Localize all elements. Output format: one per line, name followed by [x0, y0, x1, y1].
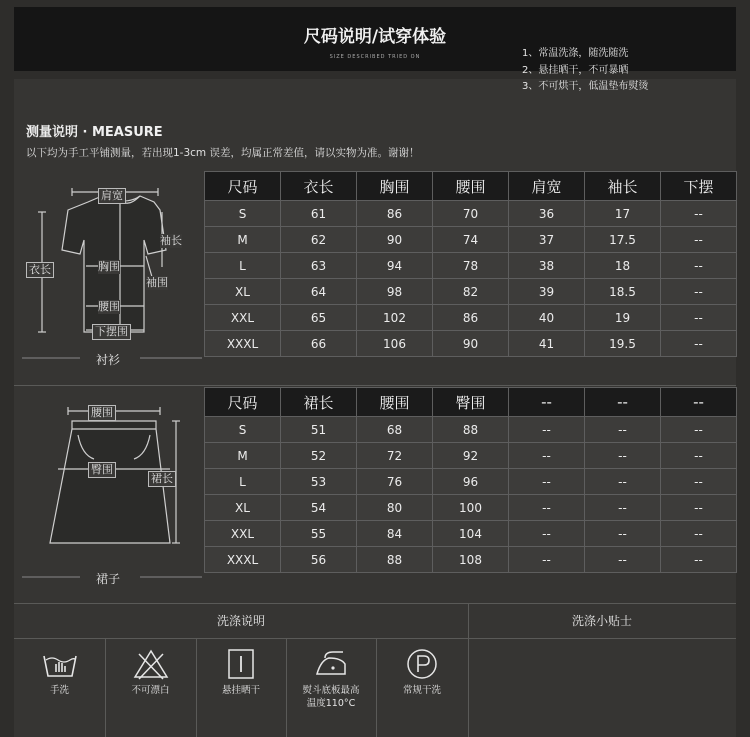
table-cell: XXL — [205, 305, 281, 331]
table-cell: 61 — [281, 201, 357, 227]
table-cell: 108 — [433, 547, 509, 573]
table-cell: 68 — [357, 417, 433, 443]
table-cell: 94 — [357, 253, 433, 279]
table-cell: 63 — [281, 253, 357, 279]
table-cell: -- — [509, 469, 585, 495]
page-subtitle: SIZE DESCRIBED TRIED ON — [329, 54, 421, 60]
table-cell: 17.5 — [585, 227, 661, 253]
table-header-cell: 臀围 — [433, 388, 509, 417]
table-header-cell: -- — [585, 388, 661, 417]
care-item-line-dry — [196, 648, 286, 728]
measure-title: 测量说明 · MEASURE — [26, 125, 163, 140]
section-divider — [14, 385, 736, 386]
table-cell: 106 — [357, 331, 433, 357]
skirt-diagram — [20, 395, 204, 595]
table-cell: 40 — [509, 305, 585, 331]
table-cell: -- — [585, 469, 661, 495]
table-cell: 90 — [433, 331, 509, 357]
table-header-cell: 腰围 — [433, 172, 509, 201]
table-cell: 51 — [281, 417, 357, 443]
table-cell: 36 — [509, 201, 585, 227]
table-cell: 98 — [357, 279, 433, 305]
table-cell: 18 — [585, 253, 661, 279]
table-cell: XXXL — [205, 547, 281, 573]
dry-clean-icon — [402, 648, 442, 680]
table-cell: XXXL — [205, 331, 281, 357]
skirt-label-hip: 臀围 — [88, 462, 116, 478]
table-cell: 39 — [509, 279, 585, 305]
table-row — [205, 521, 737, 547]
table-cell: 86 — [433, 305, 509, 331]
table-cell: -- — [509, 521, 585, 547]
table-cell: -- — [661, 305, 737, 331]
table-cell: 18.5 — [585, 279, 661, 305]
table-cell: -- — [661, 495, 737, 521]
care-label: 悬挂晒干 — [221, 685, 260, 696]
table-row — [205, 495, 737, 521]
care-tip: 3、不可烘干，低温垫布熨烫 — [522, 81, 649, 92]
table-cell: XL — [205, 495, 281, 521]
table-cell: 53 — [281, 469, 357, 495]
table-cell: 90 — [357, 227, 433, 253]
table-row — [205, 547, 737, 573]
divider — [14, 638, 468, 639]
table-cell: 70 — [433, 201, 509, 227]
table-cell: 19 — [585, 305, 661, 331]
shirt-label-chest: 胸围 — [98, 260, 120, 273]
table-header-cell: 下摆 — [661, 172, 737, 201]
table-row — [205, 227, 737, 253]
table-cell: 104 — [433, 521, 509, 547]
table-cell: 86 — [357, 201, 433, 227]
shirt-label-shoulder: 肩宽 — [98, 188, 126, 204]
table-row — [205, 305, 737, 331]
skirt-label-waist: 腰围 — [88, 405, 116, 421]
table-cell: 62 — [281, 227, 357, 253]
table-cell: -- — [661, 331, 737, 357]
table-cell: 19.5 — [585, 331, 661, 357]
skirt-name: 裙子 — [96, 572, 121, 586]
table-header-cell: -- — [661, 388, 737, 417]
table-cell: 88 — [433, 417, 509, 443]
shirt-name: 衬衫 — [96, 353, 121, 367]
care-tips-title: 洗涤小贴士 — [571, 614, 632, 628]
skirt-size-table — [204, 387, 737, 573]
table-row — [205, 201, 737, 227]
measure-note: 以下均为手工平铺测量，若出现1-3cm 误差，均属正常差值，请以实物为准。谢谢！ — [26, 147, 420, 159]
table-cell: -- — [509, 547, 585, 573]
no-bleach-icon — [131, 648, 171, 680]
table-cell: 65 — [281, 305, 357, 331]
care-tip: 2、悬挂晒干，不可暴晒 — [522, 64, 629, 76]
table-cell: 17 — [585, 201, 661, 227]
care-tips-list — [522, 46, 648, 96]
table-cell: -- — [509, 417, 585, 443]
table-cell: 55 — [281, 521, 357, 547]
table-cell: -- — [509, 495, 585, 521]
care-item-iron — [286, 648, 376, 728]
table-cell: 84 — [357, 521, 433, 547]
table-row — [205, 417, 737, 443]
table-cell: XL — [205, 279, 281, 305]
divider — [468, 638, 736, 639]
table-row — [205, 331, 737, 357]
table-cell: 56 — [281, 547, 357, 573]
table-cell: 72 — [357, 443, 433, 469]
table-cell: -- — [585, 495, 661, 521]
hand-wash-icon — [40, 648, 80, 680]
shirt-name-rule — [20, 172, 204, 372]
skirt-label-length: 裙长 — [148, 471, 176, 487]
table-cell: 66 — [281, 331, 357, 357]
table-cell: L — [205, 469, 281, 495]
table-header-cell: 衣长 — [281, 172, 357, 201]
table-cell: 80 — [357, 495, 433, 521]
table-row — [205, 279, 737, 305]
table-cell: 102 — [357, 305, 433, 331]
divider — [468, 604, 469, 737]
table-cell: 100 — [433, 495, 509, 521]
table-cell: S — [205, 417, 281, 443]
table-header-cell: 胸围 — [357, 172, 433, 201]
table-cell: -- — [661, 417, 737, 443]
table-header-cell: 尺码 — [205, 172, 281, 201]
table-cell: 82 — [433, 279, 509, 305]
care-item-dry-clean — [376, 648, 468, 728]
line-dry-icon — [221, 648, 261, 680]
table-row — [205, 443, 737, 469]
table-header-cell: 裙长 — [281, 388, 357, 417]
care-item-no-bleach — [105, 648, 196, 728]
table-cell: 64 — [281, 279, 357, 305]
table-cell: -- — [661, 227, 737, 253]
table-cell: 78 — [433, 253, 509, 279]
table-header-cell: 尺码 — [205, 388, 281, 417]
table-cell: 88 — [357, 547, 433, 573]
table-header-cell: 袖长 — [585, 172, 661, 201]
table-cell: S — [205, 201, 281, 227]
table-cell: M — [205, 227, 281, 253]
table-row — [205, 253, 737, 279]
table-cell: XXL — [205, 521, 281, 547]
shirt-label-hem: 下摆围 — [92, 324, 131, 340]
table-cell: M — [205, 443, 281, 469]
shirt-label-sleeve: 袖长 — [160, 234, 182, 247]
table-cell: -- — [661, 443, 737, 469]
table-cell: -- — [509, 443, 585, 469]
table-cell: -- — [585, 521, 661, 547]
table-cell: -- — [661, 253, 737, 279]
care-section — [14, 604, 736, 737]
table-cell: 96 — [433, 469, 509, 495]
table-header-cell: -- — [509, 388, 585, 417]
page-title: 尺码说明/试穿体验 — [303, 27, 447, 47]
care-label: 不可漂白 — [131, 685, 170, 696]
table-cell: -- — [585, 417, 661, 443]
table-cell: 76 — [357, 469, 433, 495]
table-cell: 54 — [281, 495, 357, 521]
table-cell: -- — [585, 547, 661, 573]
table-cell: -- — [661, 279, 737, 305]
shirt-size-table — [204, 171, 737, 357]
table-cell: 41 — [509, 331, 585, 357]
iron-icon — [311, 648, 351, 680]
table-row — [205, 469, 737, 495]
care-tip: 1、常温洗涤，随洗随洗 — [522, 48, 629, 59]
table-cell: 37 — [509, 227, 585, 253]
table-cell: 52 — [281, 443, 357, 469]
care-item-hand-wash — [14, 648, 105, 728]
table-header-cell: 腰围 — [357, 388, 433, 417]
care-title: 洗涤说明 — [216, 614, 265, 628]
table-header-cell: 肩宽 — [509, 172, 585, 201]
table-header-row — [205, 388, 737, 417]
table-cell: -- — [661, 201, 737, 227]
skirt-outline — [20, 395, 204, 595]
table-cell: 38 — [509, 253, 585, 279]
care-label: 手洗 — [49, 685, 69, 696]
table-cell: -- — [661, 547, 737, 573]
care-label: 温度110°C — [306, 698, 356, 709]
table-cell: 92 — [433, 443, 509, 469]
table-cell: -- — [661, 521, 737, 547]
shirt-diagram — [20, 172, 204, 372]
table-cell: 74 — [433, 227, 509, 253]
care-label: 熨斗底板最高 — [302, 685, 360, 696]
shirt-label-length: 衣长 — [26, 262, 54, 278]
table-header-row — [205, 172, 737, 201]
shirt-label-waist: 腰围 — [98, 300, 120, 313]
table-cell: -- — [585, 443, 661, 469]
table-cell: L — [205, 253, 281, 279]
shirt-label-cuff: 袖围 — [146, 276, 168, 289]
table-cell: -- — [661, 469, 737, 495]
care-label: 常规干洗 — [402, 685, 441, 696]
